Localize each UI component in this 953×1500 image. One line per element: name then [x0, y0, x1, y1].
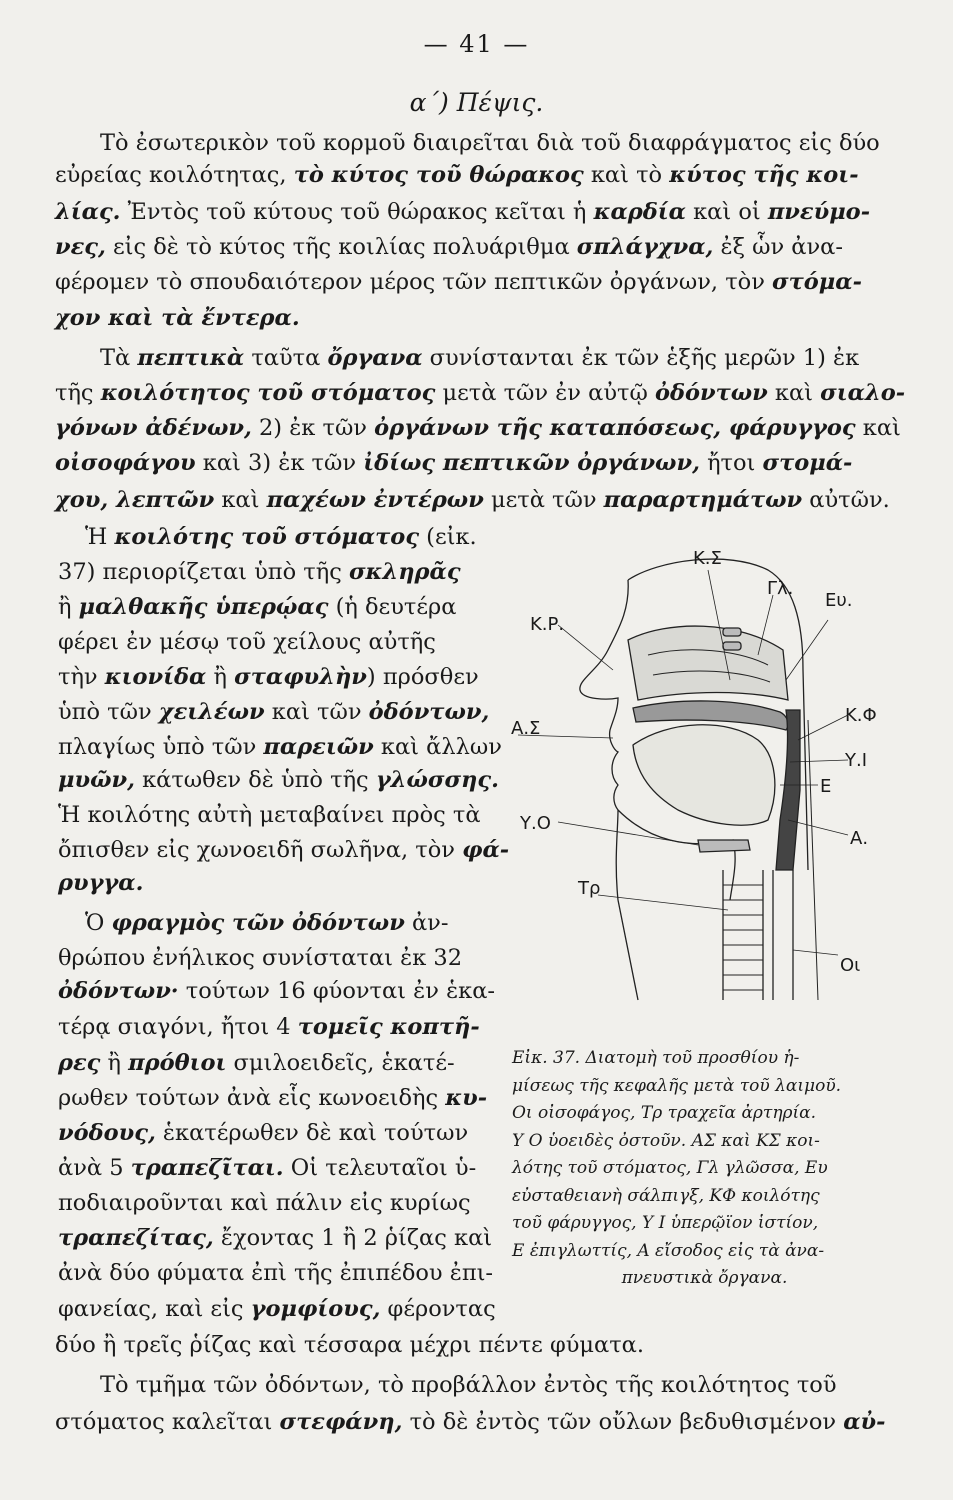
text-line: νες, εἰς δὲ τὸ κύτος τῆς κοιλίας πολυάριθμα σπλάγχνα, ἐξ ὧν ἀνα-	[55, 234, 843, 260]
section-title: α΄) Πέψις.	[409, 88, 544, 117]
text-line: εὐρείας κοιλότητας, τὸ κύτος τοῦ θώρακος καὶ τὸ κύτος τῆς κοι-	[55, 162, 859, 188]
text-line: μυῶν, κάτωθεν δὲ ὑπὸ τῆς γλώσσης.	[58, 767, 499, 793]
text-line: δύο ἢ τρεῖς ῥίζας καὶ τέσσαρα μέχρι πέντε φύματα.	[55, 1332, 645, 1358]
tongue	[633, 725, 775, 825]
text-line: οἰσοφάγου καὶ 3) ἐκ τῶν ἰδίως πεπτικῶν ὀργάνων, ἤτοι στομά-	[55, 450, 853, 476]
text-line: ὑπὸ τῶν χειλέων καὶ τῶν ὀδόντων,	[58, 699, 490, 725]
text-line: ἀνὰ δύο φύματα ἐπὶ τῆς ἐπιπέδου ἐπι-	[58, 1260, 494, 1286]
text-line: Τὰ πεπτικὰ ταῦτα ὄργανα συνίστανται ἐκ τῶν ἑξῆς μερῶν 1) ἐκ	[100, 345, 860, 371]
text-line: ὄπισθεν εἰς χωνοειδῆ σωλῆνα, τὸν φά-	[58, 837, 510, 863]
label-gl: Γλ.	[767, 578, 794, 599]
caption-line: Οι οἰσοφάγος, Τρ τραχεῖα ἀρτηρία.	[512, 1103, 817, 1123]
text-line: τραπεζίτας, ἔχοντας 1 ἢ 2 ῥίζας καὶ	[58, 1225, 493, 1251]
trachea	[723, 870, 763, 1000]
label-as: Α.Σ	[511, 718, 541, 739]
caption-line: πνευστικὰ ὄργανα.	[621, 1268, 788, 1288]
label-kf: Κ.Φ	[845, 705, 877, 726]
text-line: νόδους, ἑκατέρωθεν δὲ καὶ τούτων	[58, 1120, 469, 1146]
caption-line: τοῦ φάρυγγος, Υ Ι ὑπερῷϊον ἱστίον,	[512, 1213, 819, 1233]
text-line: ρες ἢ πρόθιοι σμιλοειδεῖς, ἑκατέ-	[58, 1050, 455, 1076]
text-line: στόματος καλεῖται στεφάνη, τὸ δὲ ἐντὸς τῶν οὔλων βεδυθισμένον αὐ-	[55, 1409, 886, 1435]
text-line: λίας. Ἐντὸς τοῦ κύτους τοῦ θώρακος κεῖται ἡ καρδία καὶ οἱ πνεύμο-	[55, 199, 871, 225]
text-line: χον καὶ τὰ ἔντερα.	[55, 305, 300, 331]
text-line: Τὸ τμῆμα τῶν ὀδόντων, τὸ προβάλλον ἐντὸς τῆς κοιλότητος τοῦ	[100, 1372, 837, 1398]
label-yi: Υ.Ι	[845, 750, 868, 771]
text-line: 37) περιορίζεται ὑπὸ τῆς σκληρᾶς	[58, 559, 461, 585]
text-line: φέρομεν τὸ σπουδαιότερον μέρος τῶν πεπτικῶν ὀργάνων, τὸν στόμα-	[55, 269, 862, 295]
label-eu: Ευ.	[825, 590, 853, 611]
label-oi: Οι	[840, 955, 861, 976]
text-line: χου, λεπτῶν καὶ παχέων ἐντέρων μετὰ τῶν παραρτημάτων αὐτῶν.	[55, 487, 890, 513]
text-line: ρυγγα.	[58, 870, 144, 896]
label-kr: Κ.Ρ.	[530, 614, 565, 635]
text-line: Τὸ ἐσωτερικὸν τοῦ κορμοῦ διαιρεῖται διὰ τοῦ διαφράγματος εἰς δύο	[100, 130, 880, 156]
label-tr: Τρ	[578, 878, 601, 899]
figure-caption	[512, 1045, 897, 1293]
text-line: Ἡ κοιλότης τοῦ στόματος (εἰκ.	[85, 524, 477, 550]
text-line: τέρᾳ σιαγόνι, ἤτοι 4 τομεῖς κοπτῆ-	[58, 1014, 480, 1040]
face-profile	[580, 580, 628, 900]
text-line: τὴν κιονίδα ἢ σταφυλὴν) πρόσθεν	[58, 664, 479, 690]
text-line: πλαγίως ὑπὸ τῶν παρειῶν καὶ ἄλλων	[58, 734, 502, 760]
caption-line: μίσεως τῆς κεφαλῆς μετὰ τοῦ λαιμοῦ.	[512, 1075, 842, 1096]
text-line: ἀνὰ 5 τραπεζῖται. Οἱ τελευταῖοι ὑ-	[58, 1155, 477, 1181]
text-line: φέρει ἐν μέσῳ τοῦ χείλους αὐτῆς	[58, 629, 436, 655]
text-line: ὀδόντων· τούτων 16 φύονται ἐν ἑκα-	[58, 978, 495, 1004]
page-number: — 41 —	[423, 30, 530, 58]
label-yo: Υ.Ο	[520, 813, 551, 834]
label-e: Ε	[820, 776, 832, 797]
pharynx	[776, 710, 800, 870]
text-line: Ὁ φραγμὸς τῶν ὀδόντων ἀν-	[85, 910, 449, 936]
text-line: γόνων ἀδένων, 2) ἐκ τῶν ὀργάνων τῆς καταπόσεως, φάρυγγος καὶ	[55, 415, 901, 441]
label-ks: Κ.Σ	[693, 548, 722, 569]
caption-line: Υ Ο ὑοειδὲς ὀστοῦν. ΑΣ καὶ ΚΣ κοι-	[512, 1130, 820, 1151]
text-line: ποδιαιροῦνται καὶ πάλιν εἰς κυρίως	[58, 1190, 471, 1216]
caption-line: λότης τοῦ στόματος, Γλ γλῶσσα, Ευ	[512, 1158, 828, 1178]
text-line: θρώπου ἐνήλικος συνίσταται ἐκ 32	[58, 945, 463, 971]
text-line: ἢ μαλθακῆς ὑπερῴας (ἡ δευτέρα	[58, 594, 457, 620]
caption-line: εὐσταθειανὴ σάλπιγξ, ΚΦ κοιλότης	[512, 1185, 820, 1206]
text-line: τῆς κοιλότητος τοῦ στόματος μετὰ τῶν ἐν αὐτῷ ὀδόντων καὶ σιαλο-	[55, 380, 906, 406]
caption-line: Εἰκ. 37. Διατομὴ τοῦ προσθίου ἡ-	[512, 1048, 800, 1068]
text-line: Ἡ κοιλότης αὐτὴ μεταβαίνει πρὸς τὰ	[58, 802, 481, 828]
label-a: Α.	[850, 828, 869, 849]
text-line: φανείας, καὶ εἰς γομφίους, φέροντας	[58, 1296, 496, 1322]
caption-line: Ε ἐπιγλωττίς, Α εἴσοδος εἰς τὰ ἀνα-	[512, 1240, 825, 1261]
text-line: ρωθεν τούτων ἀνὰ εἷς κωνοειδὴς κυ-	[58, 1085, 488, 1111]
hyoid	[698, 840, 750, 852]
esophagus	[773, 870, 793, 1000]
